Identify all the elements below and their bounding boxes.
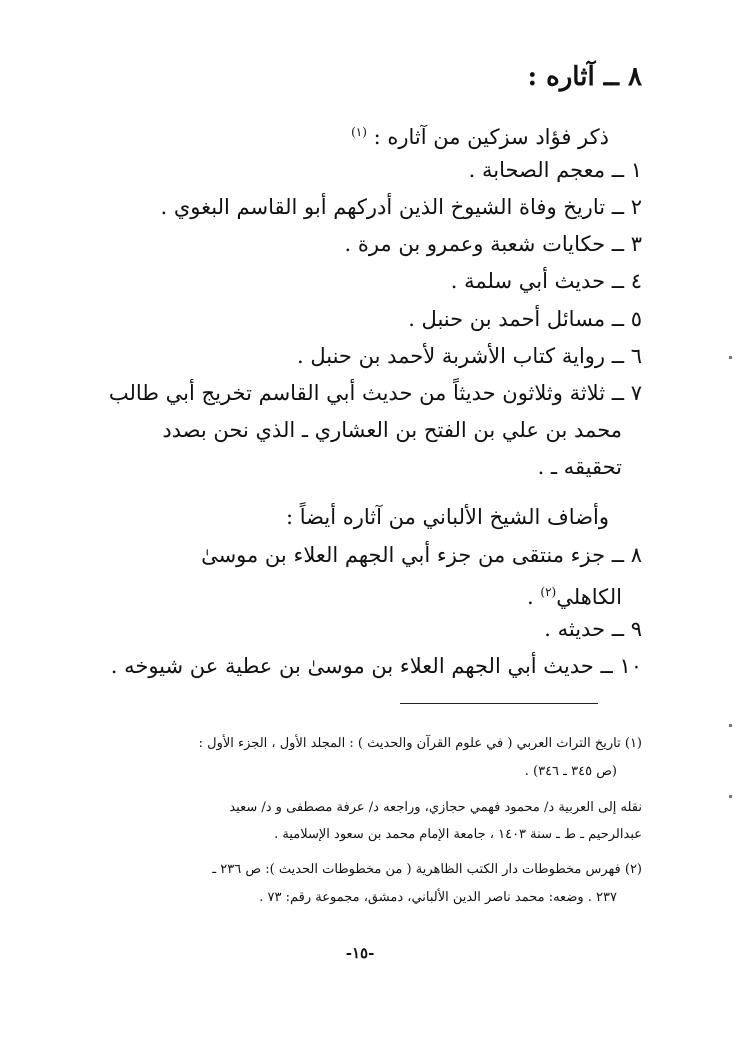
list-item-continuation: محمد بن علي بن الفتح بن العشاري ـ الذي نحن بصدد bbox=[162, 418, 622, 442]
list-item: ٩ ــ حديثه . bbox=[544, 617, 642, 641]
footnote-line: (١) تاريخ التراث العربي ( في علوم القرآن والحديث ) : المجلد الأول ، الجزء الأول : bbox=[198, 736, 642, 751]
footnote-ref-1: (١) bbox=[351, 125, 367, 139]
footnote-line: ٢٣٧ . وضعه: محمد ناصر الدين الألباني، دمشق، مجموعة رقم: ٧٣ . bbox=[259, 890, 617, 905]
albani-intro: وأضاف الشيخ الألباني من آثاره أيضاً : bbox=[286, 505, 609, 529]
list-item: ٢ ــ تاريخ وفاة الشيوخ الذين أدركهم أبو القاسم البغوي . bbox=[160, 195, 642, 219]
scan-speck bbox=[729, 356, 732, 359]
list-item: ١٠ ــ حديث أبي الجهم العلاء بن موسىٰ بن عطية عن شيوخه . bbox=[110, 654, 642, 678]
list-item: ٥ ــ مسائل أحمد بن حنبل . bbox=[408, 307, 642, 331]
section-heading: ٨ ــ آثاره : bbox=[527, 62, 642, 92]
list-item: ٧ ــ ثلاثة وثلاثون حديثاً من حديث أبي القاسم تخريج أبي طالب bbox=[108, 381, 642, 405]
list-item-continuation bbox=[527, 577, 622, 612]
footnote-line: نقله إلى العربية د/ محمود فهمي حجازي، وراجعه د/ عرفة مصطفى و د/ سعيد bbox=[229, 800, 642, 815]
footnote-divider bbox=[400, 703, 598, 704]
list-item-tail: . bbox=[527, 585, 541, 609]
footnote-line: (ص ٣٤٥ ـ ٣٤٦) . bbox=[524, 764, 617, 779]
intro-line bbox=[351, 117, 609, 152]
list-item: ١ ــ معجم الصحابة . bbox=[468, 158, 642, 182]
list-item: ٤ ــ حديث أبي سلمة . bbox=[450, 269, 642, 293]
scan-speck bbox=[729, 795, 732, 798]
intro-text: ذكر فؤاد سزكين من آثاره : bbox=[373, 125, 609, 149]
footnote-line: عبدالرحيم ـ ط ـ سنة ١٤٠٣ ، جامعة الإمام محمد بن سعود الإسلامية . bbox=[274, 827, 642, 842]
footnote-line: (٢) فهرس مخطوطات دار الكتب الظاهرية ( من مخطوطات الحديث ): ص ٢٣٦ ـ bbox=[212, 862, 642, 877]
scan-speck bbox=[729, 724, 732, 727]
list-item-continuation: تحقيقه ـ . bbox=[537, 455, 622, 479]
page-number: -١٥- bbox=[345, 944, 375, 962]
list-item: ٣ ــ حكايات شعبة وعمرو بن مرة . bbox=[344, 232, 642, 256]
list-item: ٦ ــ رواية كتاب الأشربة لأحمد بن حنبل . bbox=[297, 344, 642, 368]
footnote-ref-2: (٢) bbox=[540, 585, 557, 599]
list-item-text: الكاهلي bbox=[556, 585, 622, 609]
list-item: ٨ ــ جزء منتقى من جزء أبي الجهم العلاء بن موسىٰ bbox=[201, 543, 642, 567]
